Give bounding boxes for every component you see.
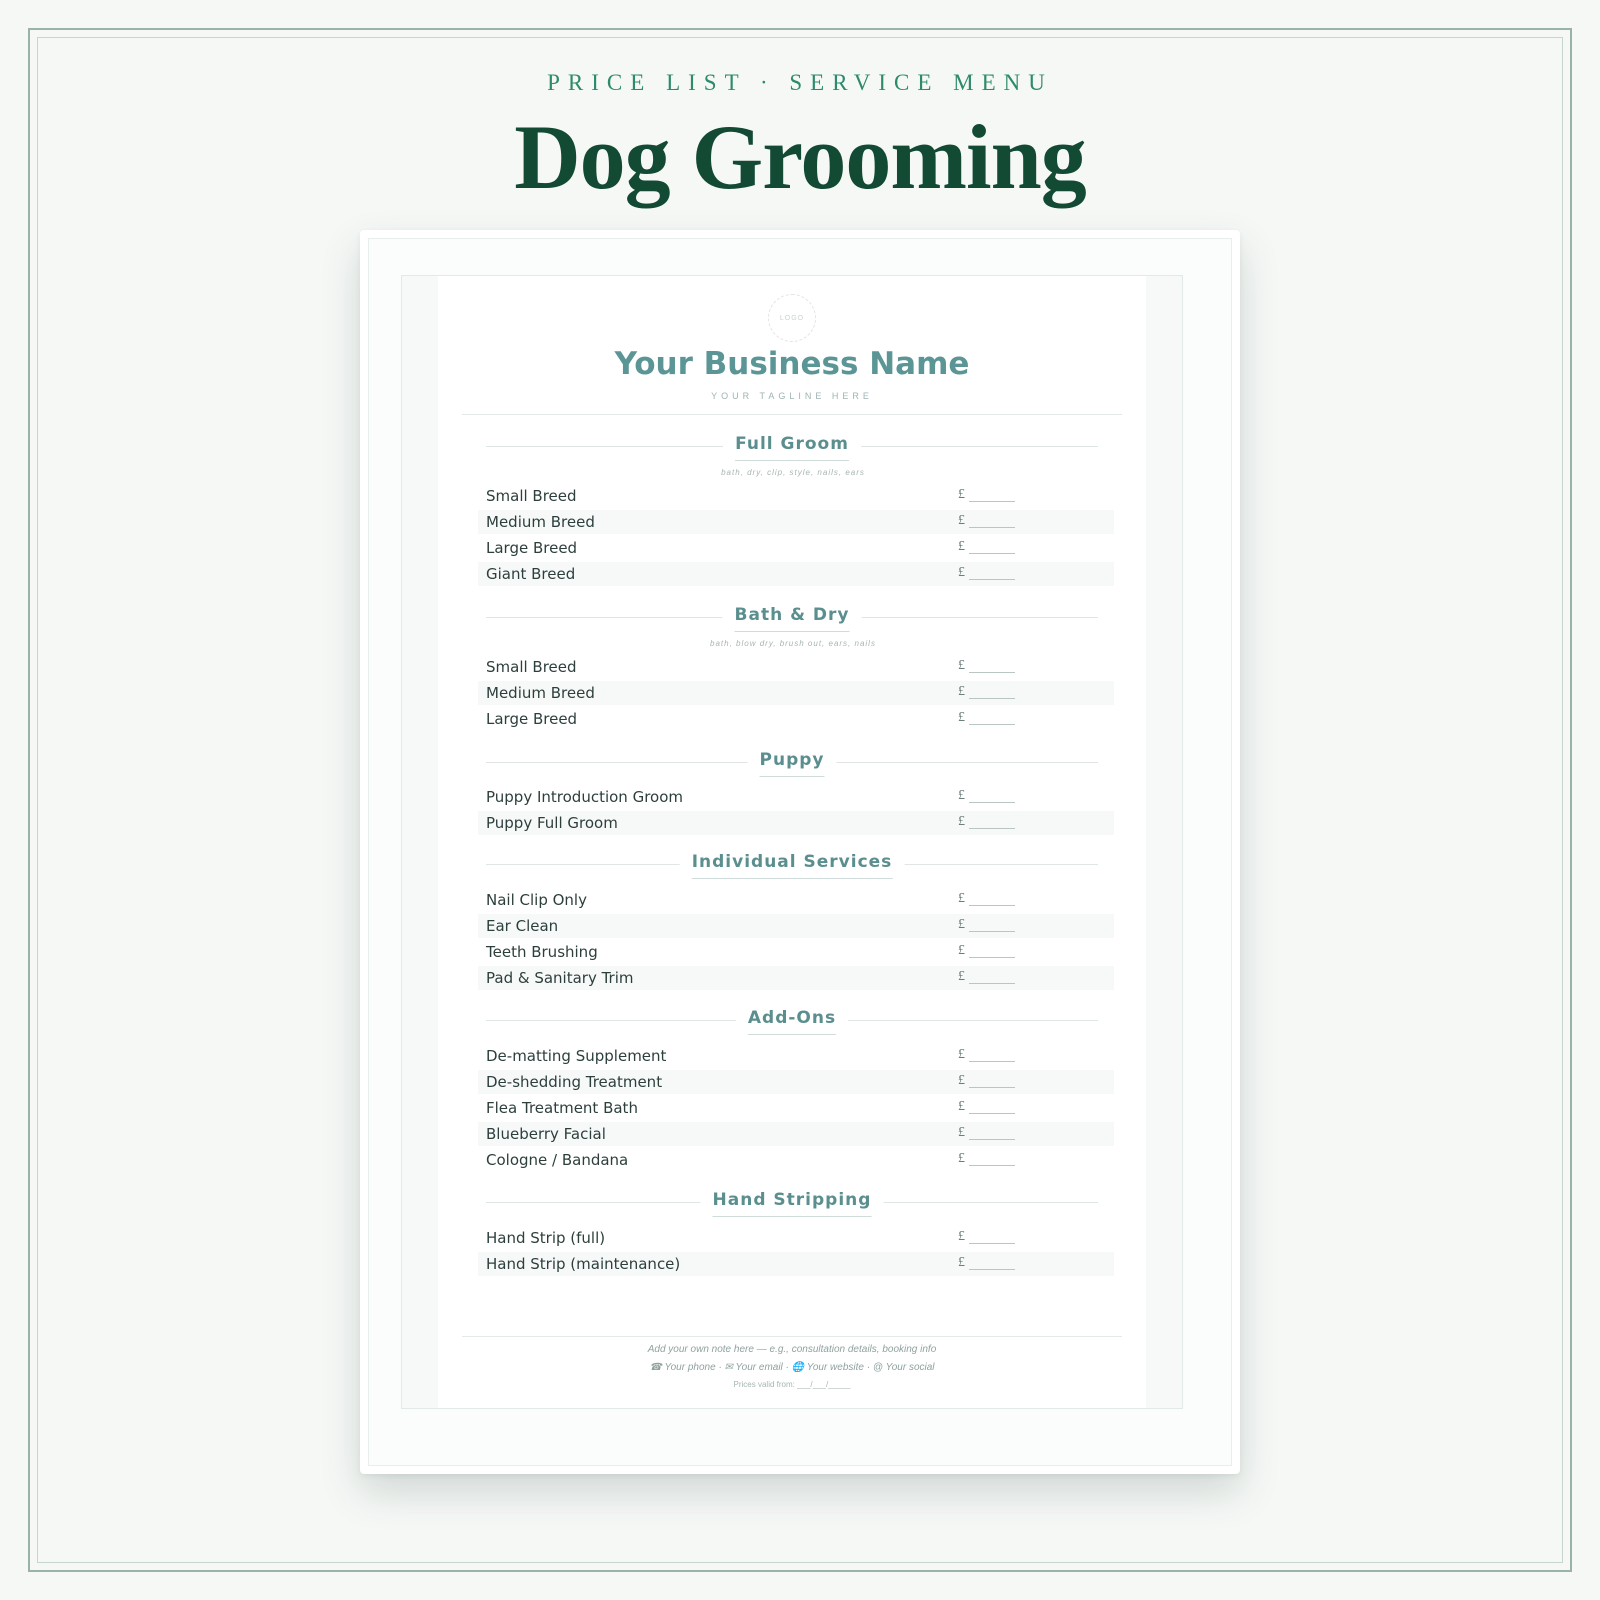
price-row — [478, 785, 1114, 809]
price-blank-line[interactable] — [969, 905, 1015, 906]
service-name: De-shedding Treatment — [486, 1073, 663, 1091]
section-title: Puppy — [760, 750, 825, 777]
service-name: Nail Clip Only — [486, 891, 587, 909]
price-blank-line[interactable] — [969, 672, 1015, 673]
service-name: Hand Strip (maintenance) — [486, 1255, 681, 1273]
section-title: Full Groom — [735, 434, 849, 461]
currency-symbol: £ — [958, 539, 965, 554]
service-name: Medium Breed — [486, 684, 595, 702]
price-blank-line[interactable] — [969, 501, 1015, 502]
kicker-text: PRICE LIST · SERVICE MENU — [547, 70, 1053, 95]
price-blank-line[interactable] — [969, 931, 1015, 932]
currency-symbol: £ — [958, 710, 965, 725]
price-blank-line[interactable] — [969, 553, 1015, 554]
service-name: Small Breed — [486, 487, 577, 505]
price-row — [478, 1226, 1114, 1250]
section-title-wrap — [723, 434, 861, 461]
service-name: Large Breed — [486, 710, 578, 728]
price-row — [478, 888, 1114, 912]
currency-symbol: £ — [958, 487, 965, 502]
section-title-wrap — [680, 852, 905, 879]
currency-symbol: £ — [958, 891, 965, 906]
service-name: Puppy Introduction Groom — [486, 788, 684, 806]
currency-symbol: £ — [958, 565, 965, 580]
currency-symbol: £ — [958, 814, 965, 829]
service-name: Hand Strip (full) — [486, 1229, 606, 1247]
currency-symbol: £ — [958, 1099, 965, 1114]
currency-symbol: £ — [958, 943, 965, 958]
price-row — [478, 1148, 1114, 1172]
business-name: Your Business Name — [614, 346, 970, 382]
price-row — [478, 811, 1114, 835]
footer-valid-date: Prices valid from: ___/___/_____ — [733, 1380, 851, 1389]
service-name: Blueberry Facial — [486, 1125, 606, 1143]
header-divider — [462, 414, 1122, 415]
currency-symbol: £ — [958, 969, 965, 984]
price-blank-line[interactable] — [969, 983, 1015, 984]
footer-contact: ☎ Your phone · ✉ Your email · 🌐 Your website · @ Your social — [649, 1362, 935, 1373]
price-row — [478, 1252, 1114, 1276]
price-row — [478, 562, 1114, 586]
sheet-border — [368, 238, 1232, 1466]
price-blank-line[interactable] — [969, 1113, 1015, 1114]
price-blank-line[interactable] — [969, 527, 1015, 528]
price-sheet — [360, 230, 1240, 1474]
section-title-wrap — [723, 605, 862, 632]
currency-symbol: £ — [958, 1151, 965, 1166]
section-title-wrap — [701, 1190, 884, 1217]
currency-symbol: £ — [958, 513, 965, 528]
currency-symbol: £ — [958, 1229, 965, 1244]
price-row — [478, 681, 1114, 705]
price-row — [478, 707, 1114, 731]
price-blank-line[interactable] — [969, 1243, 1015, 1244]
price-blank-line[interactable] — [969, 1269, 1015, 1270]
price-row — [478, 536, 1114, 560]
service-name: Giant Breed — [486, 565, 576, 583]
section-title: Bath & Dry — [735, 605, 850, 632]
price-row — [478, 655, 1114, 679]
price-blank-line[interactable] — [969, 828, 1015, 829]
service-name: Teeth Brushing — [486, 943, 598, 961]
price-blank-line[interactable] — [969, 1165, 1015, 1166]
currency-symbol: £ — [958, 684, 965, 699]
price-blank-line[interactable] — [969, 1139, 1015, 1140]
currency-symbol: £ — [958, 658, 965, 673]
section-heading — [486, 752, 1098, 772]
service-name: Pad & Sanitary Trim — [486, 969, 634, 987]
price-blank-line[interactable] — [969, 1087, 1015, 1088]
section-heading — [486, 854, 1098, 874]
price-row — [478, 966, 1114, 990]
currency-symbol: £ — [958, 1255, 965, 1270]
price-row — [478, 510, 1114, 534]
price-row — [478, 1096, 1114, 1120]
service-name: De-matting Supplement — [486, 1047, 667, 1065]
currency-symbol: £ — [958, 1047, 965, 1062]
service-name: Flea Treatment Bath — [486, 1099, 638, 1117]
logo-placeholder: LOGO — [768, 294, 816, 342]
price-blank-line[interactable] — [969, 698, 1015, 699]
section-title-wrap — [748, 750, 837, 777]
section-title: Add-Ons — [748, 1008, 836, 1035]
price-blank-line[interactable] — [969, 802, 1015, 803]
price-list-page — [401, 275, 1183, 1409]
price-blank-line[interactable] — [969, 957, 1015, 958]
section-subtitle: bath, dry, clip, style, nails, ears — [721, 468, 865, 477]
section-heading — [486, 436, 1098, 456]
currency-symbol: £ — [958, 1073, 965, 1088]
price-row — [478, 484, 1114, 508]
section-subtitle: bath, blow dry, brush out, ears, nails — [710, 639, 876, 648]
section-heading — [486, 1010, 1098, 1030]
price-row — [478, 1044, 1114, 1068]
currency-symbol: £ — [958, 917, 965, 932]
price-row — [478, 1122, 1114, 1146]
service-name: Small Breed — [486, 658, 577, 676]
section-title: Hand Stripping — [713, 1190, 872, 1217]
price-row — [478, 914, 1114, 938]
service-name: Puppy Full Groom — [486, 814, 618, 832]
headline: Dog Grooming — [514, 106, 1086, 208]
service-name: Large Breed — [486, 539, 578, 557]
footer-divider — [462, 1336, 1122, 1337]
section-heading — [486, 607, 1098, 627]
section-title: Individual Services — [692, 852, 893, 879]
service-name: Ear Clean — [486, 917, 559, 935]
page-margin-right — [1146, 276, 1182, 1408]
currency-symbol: £ — [958, 788, 965, 803]
section-heading — [486, 1192, 1098, 1212]
currency-symbol: £ — [958, 1125, 965, 1140]
service-name: Cologne / Bandana — [486, 1151, 629, 1169]
service-name: Medium Breed — [486, 513, 595, 531]
page-margin-left — [402, 276, 438, 1408]
price-blank-line[interactable] — [969, 579, 1015, 580]
price-row — [478, 940, 1114, 964]
footer-note: Add your own note here — e.g., consultation details, booking info — [647, 1344, 937, 1355]
tagline: YOUR TAGLINE HERE — [711, 391, 873, 401]
price-blank-line[interactable] — [969, 724, 1015, 725]
section-title-wrap — [736, 1008, 848, 1035]
price-row — [478, 1070, 1114, 1094]
price-blank-line[interactable] — [969, 1061, 1015, 1062]
